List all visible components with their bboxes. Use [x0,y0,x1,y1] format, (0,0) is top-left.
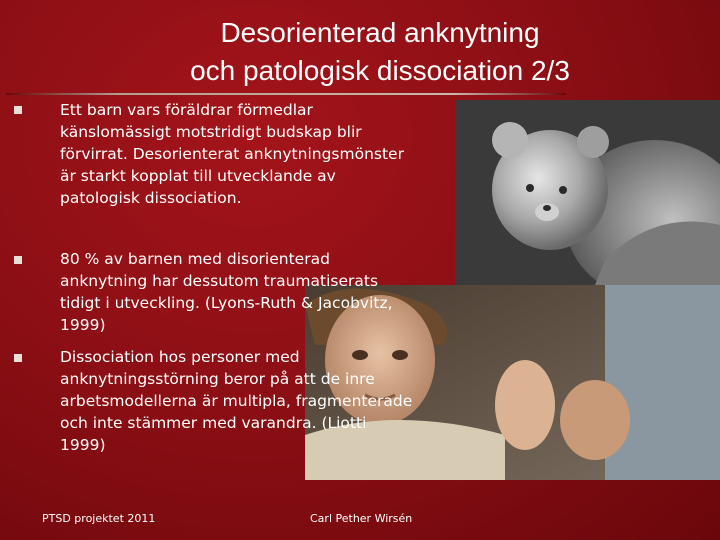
bullet-1-line: är starkt kopplat till utvecklande av [60,167,336,185]
bullet-1-text [60,99,404,209]
bullet-2-line: 1999) [60,316,106,334]
bullet-1-line: känslomässigt motstridigt budskap blir [60,123,362,141]
bullet-3-line: arbetsmodellerna är multipla, fragmenterade [60,392,413,410]
bullet-square-icon [14,254,26,266]
title-line-1: Desorienterad anknytning [220,17,540,48]
bullet-2-line: anknytning har dessutom traumatiserats [60,272,379,290]
bullet-3-line: och inte stämmer med varandra. (Liotti [60,414,367,432]
bullet-1-line: förvirrat. Desorienterat anknytningsmönster [60,145,404,163]
bullet-1-line: patologisk dissociation. [60,189,242,207]
teddy-bear-photo-illustration [455,100,720,285]
title-line-2: och patologisk dissociation 2/3 [190,55,570,86]
bullet-3-text [60,346,412,456]
bullet-3-line: 1999) [60,436,106,454]
bullet-3-line: Dissociation hos personer med [60,348,300,366]
bullet-2-line: tidigt i utveckling. (Lyons-Ruth & Jacobvitz, [60,294,393,312]
footer-project: PTSD projektet 2011 [42,512,156,525]
bullet-square-icon [14,104,26,116]
footer-author: Carl Pether Wirsén [310,512,413,525]
bullet-2-text [60,248,393,336]
slide-title [100,14,660,90]
bullet-2-line: 80 % av barnen med disorienterad [60,250,330,268]
title-underline [6,93,566,95]
bullet-square-icon [14,352,26,364]
bullet-1-line: Ett barn vars föräldrar förmedlar [60,101,313,119]
teddy-bear-photo [455,100,720,285]
bullet-3-line: anknytningsstörning beror på att de inre [60,370,375,388]
